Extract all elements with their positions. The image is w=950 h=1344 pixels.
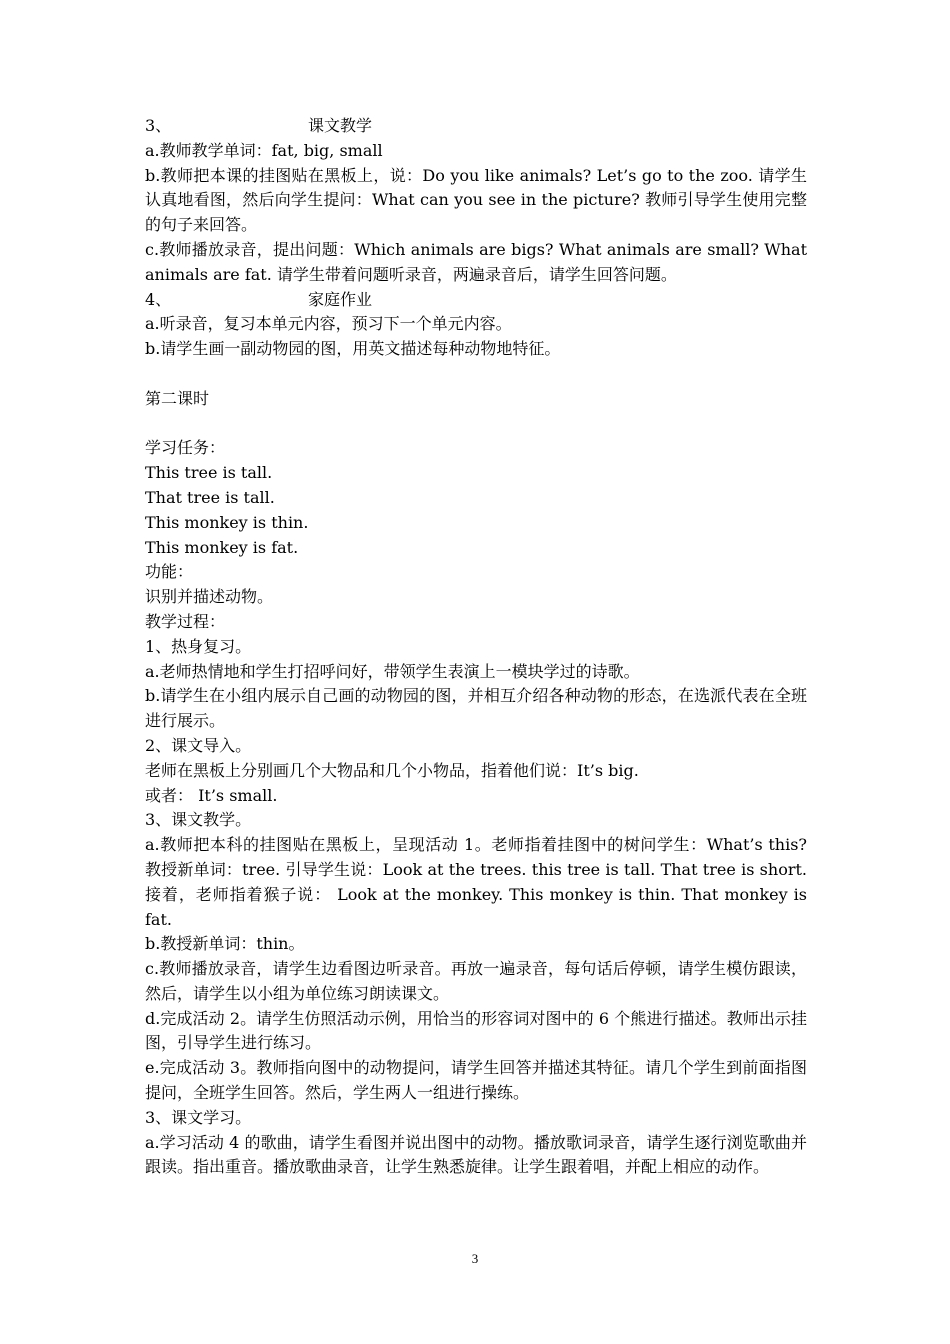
paragraph: a.学习活动 4 的歌曲，请学生看图并说出图中的动物。播放歌词录音，请学生逐行浏览歌曲并跟读。指出重音。播放歌曲录音，让学生熟悉旋律。让学生跟着唱，并配上相应的动作。	[145, 1132, 807, 1177]
section-number: 4、	[145, 289, 172, 309]
paragraph: a.老师热情地和学生打招呼问好，带领学生表演上一模块学过的诗歌。	[145, 661, 640, 681]
section-title: 课文教学	[308, 116, 373, 135]
page-number: 3	[471, 1251, 479, 1266]
paragraph: This monkey is fat.	[145, 537, 299, 557]
paragraph: a.教师把本科的挂图贴在黑板上，呈现活动 1。老师指着挂图中的树问学生：What’s this? 教授新单词：tree. 引导学生说：Look at the trees. this tree is tall. That tree is short. 接着，老师指着猴子说： Look at the monkey. This monkey is thin. That monkey is fat.	[145, 835, 807, 929]
section-heading-3	[145, 114, 807, 139]
paragraph: This monkey is thin.	[145, 512, 309, 532]
paragraph: 学习任务：	[145, 438, 226, 458]
paragraph: 2、课文导入。	[145, 735, 252, 755]
paragraph: a.听录音，复习本单元内容，预习下一个单元内容。	[145, 314, 512, 334]
paragraph: b.教师把本课的挂图贴在黑板上，说：Do you like animals? Let’s go to the zoo. 请学生认真地看图，然后向学生提问：What can you see in the picture? 教师引导学生使用完整的句子来回答。	[145, 165, 807, 235]
paragraph: c.教师播放录音，请学生边看图边听录音。再放一遍录音，每句话后停顿，请学生模仿跟读，然后，请学生以小组为单位练习朗读课文。	[145, 959, 807, 1003]
paragraph: e.完成活动 3。教师指向图中的动物提问，请学生回答并描述其特征。请几个学生到前面指图提问，全班学生回答。然后，学生两人一组进行操练。	[145, 1058, 807, 1103]
paragraph: 或者： It’s small.	[145, 785, 278, 805]
paragraph: 功能：	[145, 562, 194, 582]
paragraph: b.请学生在小组内展示自己画的动物园的图，并相互介绍各种动物的形态，在选派代表在全班进行展示。	[145, 686, 807, 731]
paragraph: This tree is tall.	[145, 463, 273, 483]
paragraph: b.请学生画一副动物园的图，用英文描述每种动物地特征。	[145, 339, 561, 359]
paragraph: 1、热身复习。	[145, 636, 252, 656]
spacer	[145, 412, 807, 437]
paragraph: c.教师播放录音，提出问题：Which animals are bigs? What animals are small? What animals are fat. 请学生带着问题听录音，两遍录音后，请学生回答问题。	[145, 239, 807, 284]
page-content	[145, 114, 807, 1180]
section-number: 3、	[145, 116, 172, 135]
paragraph: 老师在黑板上分别画几个大物品和几个小物品，指着他们说：It’s big.	[145, 760, 639, 780]
paragraph: 3、课文学习。	[145, 1107, 252, 1127]
paragraph: a.教师教学单词：fat, big, small	[145, 140, 383, 160]
paragraph: 教学过程：	[145, 611, 226, 631]
paragraph: b.教授新单词：thin。	[145, 934, 305, 954]
spacer	[145, 362, 807, 387]
lesson-title: 第二课时	[145, 388, 210, 408]
paragraph: 识别并描述动物。	[145, 587, 274, 607]
paragraph: 3、课文教学。	[145, 810, 252, 830]
paragraph: That tree is tall.	[145, 487, 275, 507]
section-title: 家庭作业	[308, 289, 373, 309]
section-heading-4	[145, 288, 807, 313]
paragraph: d.完成活动 2。请学生仿照活动示例，用恰当的形容词对图中的 6 个熊进行描述。教师出示挂图，引导学生进行练习。	[145, 1008, 807, 1053]
